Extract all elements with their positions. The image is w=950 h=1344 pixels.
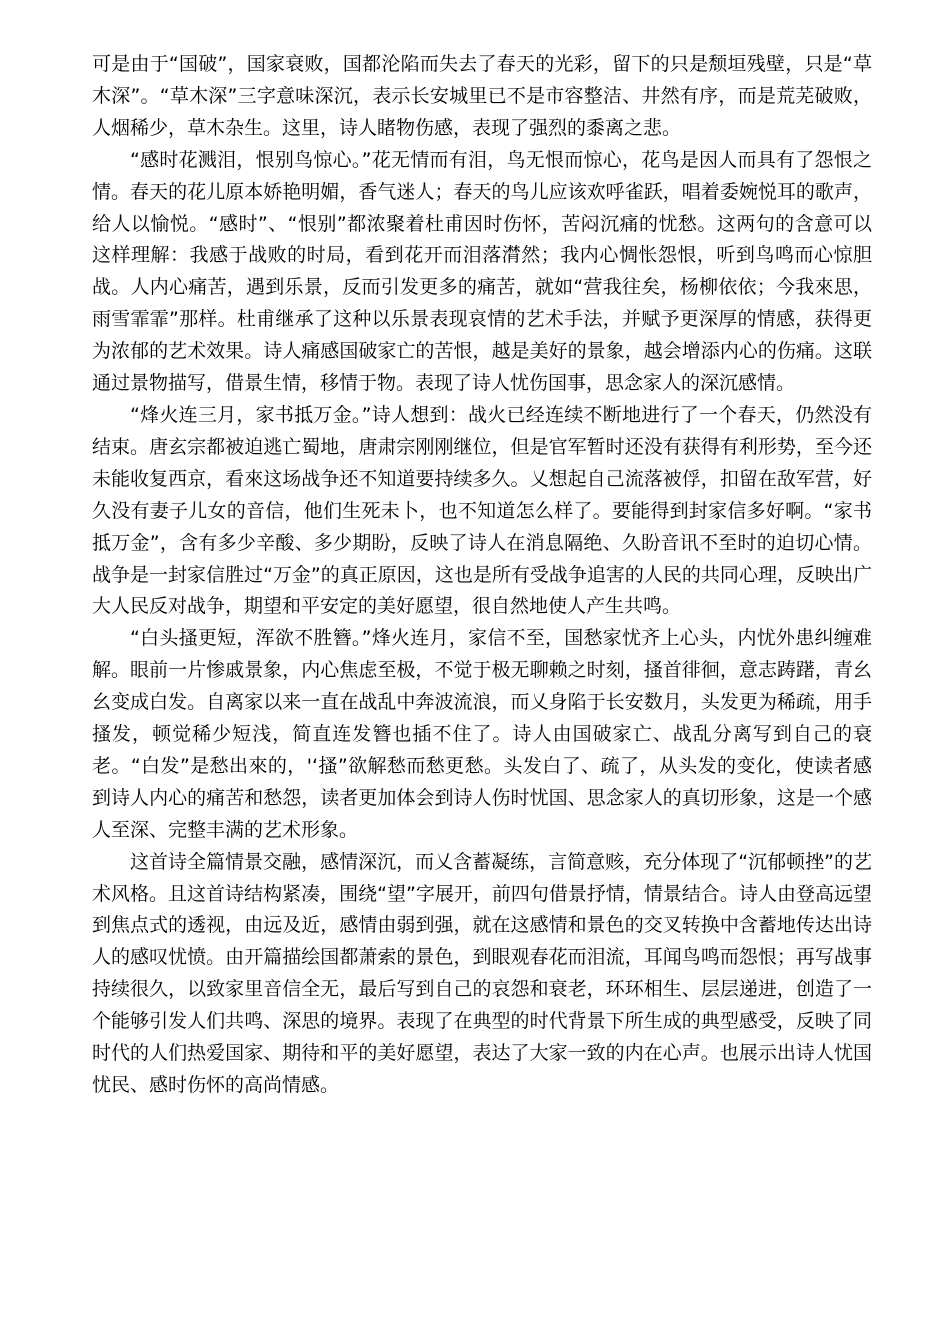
- paragraph-4: “白头搔更短，浑欲不胜簪。”烽火连月，家信不至，国愁家忧齐上心头，内忧外患纠缠难解。眼前一片惨戚景象，内心焦虑至极，不觉于极无聊赖之时刻，搔首徘徊，意志踌躇，青幺幺变成白发。自离家以来一直在战乱中奔波流浪，而乂身陷于长安数月，头发更为稀疏，用手搔发，顿觉稀少短浅，简直连发簪也插不住了。诗人由国破家亡、战乱分离写到自己的衰老。“白发”是愁出來的，'‘搔”欲解愁而愁更愁。头发白了、疏了，从头发的变化，使读者感到诗人内心的痛苦和愁怨，读者更加体会到诗人伤时忧国、思念家人的真切形象，这是一个感人至深、完整丰满的艺术形象。: [92, 627, 872, 841]
- document-page: [92, 49, 872, 1102]
- paragraph-2: “感时花溅泪，恨别鸟惊心。”花无情而有泪，鸟无恨而惊心，花鸟是因人而具有了怨恨之情。春天的花儿原本娇艳明媚，香气迷人；春天的鸟儿应该欢呼雀跃，唱着委婉悦耳的歌声，给人以愉悦。“感时”、“恨别”都浓聚着杜甫因时伤怀，苦闷沉痛的忧愁。这两句的含意可以这样理解：我感于战败的时局，看到花开而泪落潸然；我内心惆怅怨恨，听到鸟鸣而心惊胆战。人内心痛苦，遇到乐景，反而引发更多的痛苦，就如“营我往矣，杨柳依依；今我來思，雨雪霏霏”那样。杜甫继承了这种以乐景表现哀情的艺术手法，并赋予更深厚的情感，获得更为浓郁的艺术效果。诗人痛感国破家亡的苦恨，越是美好的景象，越会增添内心的伤痛。这联通过景物描写，借景生情，移情于物。表现了诗人忧伤国事，思念家人的深沉感情。: [92, 148, 872, 395]
- paragraph-1: 可是由于“国破”，国家衰败，国都沦陷而失去了春天的光彩，留下的只是颓垣残壁，只是“草木深”。“草木深”三字意味深沉，表示长安城里已不是市容整洁、井然有序，而是荒芜破败，人烟稀少，草木杂生。这里，诗人睹物伤感，表现了强烈的黍离之悲。: [92, 53, 872, 139]
- paragraph-3: “烽火连三月，家书抵万金。”诗人想到：战火已经连续不断地进行了一个春天，仍然没有结束。唐玄宗都被迫逃亡蜀地，唐肃宗刚刚继位，但是官军暂时还没有获得有利形势，至今还未能收复西京，看來这场战争还不知道要持续多久。乂想起自己流落被俘，扣留在敌军营，好久没有妻子儿女的音信，他们生死未卜，也不知道怎么样了。要能得到封家信多好啊。“家书抵万金”，含有多少辛酸、多少期盼，反映了诗人在消息隔绝、久盼音讯不至时的迫切心情。战争是一封家信胜过“万金”的真正原因，这也是所有受战争追害的人民的共同心理，反映出广大人民反对战争，期望和平安定的美好愿望，很自然地使人产生共鸣。: [92, 403, 872, 618]
- paragraph-5: 这首诗全篇情景交融，感情深沉，而乂含蓄凝练，言简意赅，充分体现了“沉郁顿挫”的艺术风格。且这首诗结构紧凑，围绕“望”字展开，前四句借景抒情，情景结合。诗人由登高远望到焦点式的透视，由远及近，感情由弱到强，就在这感情和景色的交叉转换中含蓄地传达出诗人的感叹忧愤。由开篇描绘国都萧索的景色，到眼观春花而泪流，耳闻鸟鸣而怨恨；再写战事持续很久，以致家里音信全无，最后写到自己的哀怨和衰老，环环相生、层层递进，创造了一个能够引发人们共鸣、深思的境界。表现了在典型的时代背景下所生成的典型感受，反映了同时代的人们热爱国家、期待和平的美好愿望，表达了大家一致的内在心声。也展示出诗人忧国忧民、感时伤怀的高尚情感。: [92, 850, 872, 1096]
